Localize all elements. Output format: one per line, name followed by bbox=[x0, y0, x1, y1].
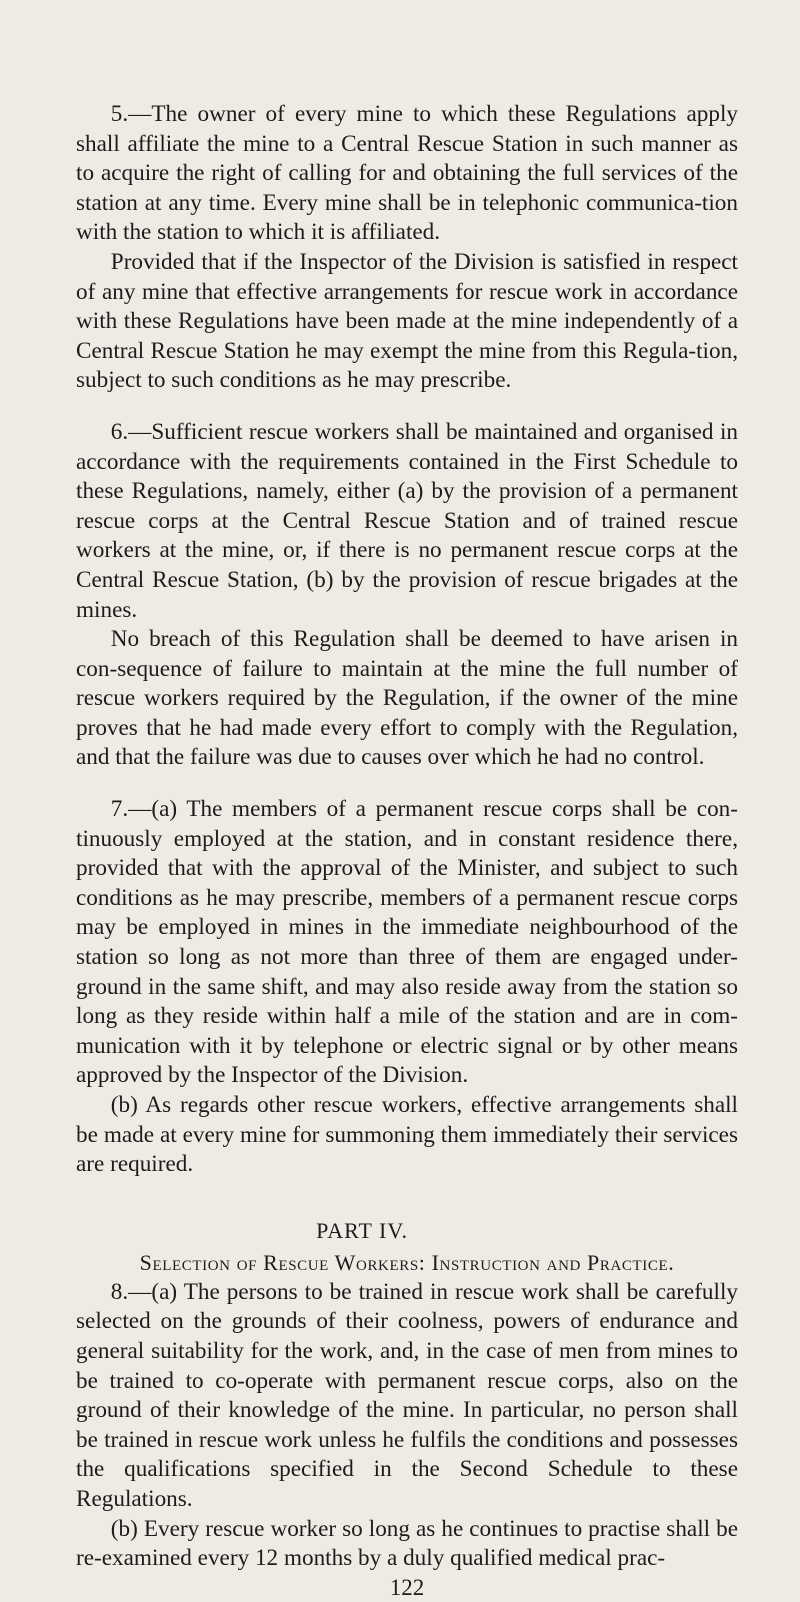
regulation-5-paragraph: 5.—The owner of every mine to which these Regulations apply shall affiliate the mine to a Central Rescue Station in such manner as to acquire the right of calling for and obtaining the full services of the station at any time. Every mine shall be in telephonic communica-tion with the station to which it is affiliated. bbox=[76, 101, 738, 246]
regulation-8a-paragraph: 8.—(a) The persons to be trained in rescue work shall be carefully selected on the grounds of their coolness, powers of endurance and general suitability for the work, and, in the case of men from mines to be trained to co-operate with permanent rescue corps, also on the ground of their knowledge of the mine. In particular, no person shall be trained in rescue work unless he fulfils the conditions and possesses the qualifications specified in the Second Schedule to these Regulations. bbox=[76, 1278, 738, 1512]
regulation-6-paragraph: 6.—Sufficient rescue workers shall be maintained and organised in accordance with the requirements contained in the First Schedule to these Regulations, namely, either (a) by the provision of a permanent rescue corps at the Central Rescue Station and of trained rescue workers at the mine, or, if there is no permanent rescue corps at the Central Rescue Station, (b) by the provision of rescue brigades at the mines. bbox=[76, 418, 738, 623]
page-number: 122 bbox=[389, 1574, 425, 1600]
regulation-5-proviso: Provided that if the Inspector of the Division is satisfied in respect of any mine that effective arrangements for rescue work in accordance with these Regulations have been made at the mine independently of a Central Rescue Station he may exempt the mine from this Regula-tion, subject to such conditions as he may prescribe. bbox=[76, 248, 738, 394]
regulation-8b-paragraph: (b) Every rescue worker so long as he continues to practise shall be re-examined every 12 months by a duly qualified medical prac- bbox=[76, 1515, 738, 1572]
regulation-7a-paragraph: 7.—(a) The members of a permanent rescue corps shall be con-tinuously employed at the station, and in constant residence there, provided that with the approval of the Minister, and subject to such conditions as he may prescribe, members of a permanent rescue corps may be employed in mines in the immediate neighbourhood of the station so long as not more than three of them are engaged under-ground in the same shift, and may also reside away from the station so long as they reside within half a mile of the station and are in com-munication with it by telephone or electric signal or by other means approved by the Inspector of the Division. bbox=[76, 796, 738, 1089]
regulation-6-breach-clause: No breach of this Regulation shall be deemed to have arisen in con-sequence of failure to maintain at the mine the full number of rescue workers required by the Regulation, if the owner of the mine proves that he had made every effort to comply with the Regulation, and that the failure was due to causes over which he had no control. bbox=[76, 626, 738, 771]
part-heading: PART IV. bbox=[316, 1217, 408, 1243]
regulation-7b-paragraph: (b) As regards other rescue workers, effective arrangements shall be made at every mine for summoning them immediately their services are required. bbox=[76, 1092, 738, 1178]
section-heading: Selection of Rescue Workers: Instruction and Practice. bbox=[139, 1249, 675, 1275]
document-page bbox=[76, 100, 738, 1602]
